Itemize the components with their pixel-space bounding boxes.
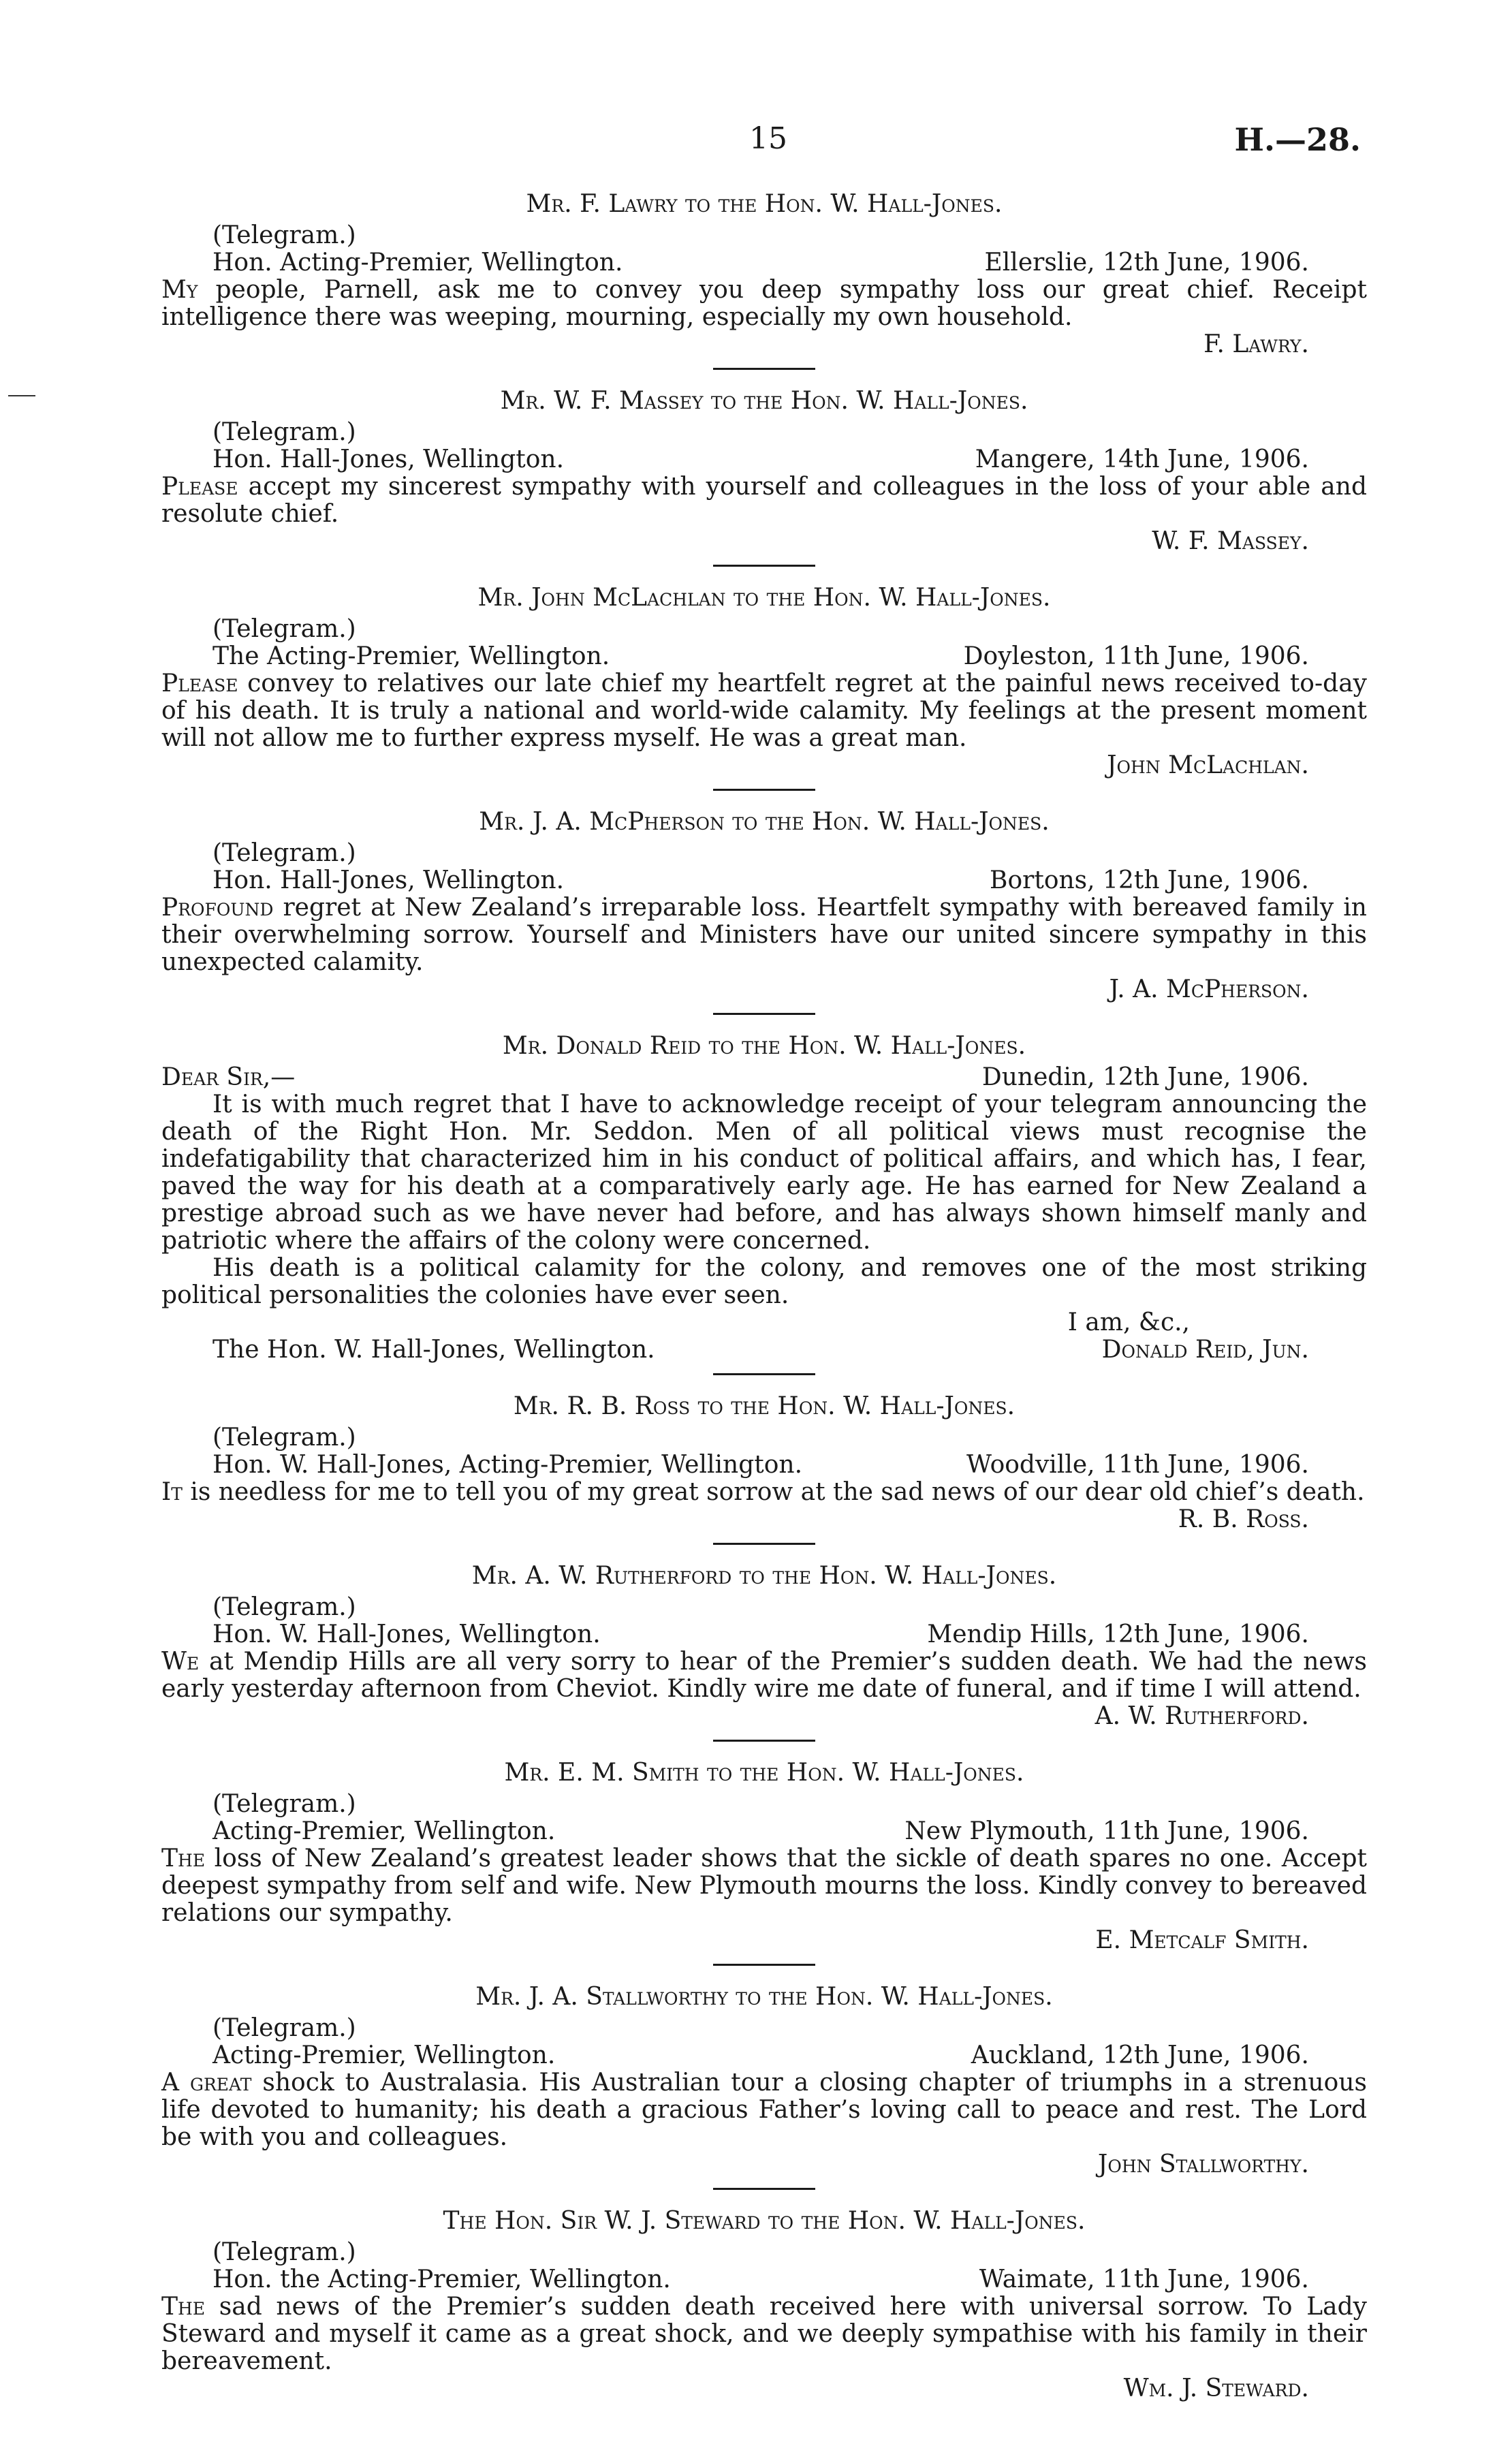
signature: John McLachlan. <box>1107 751 1309 779</box>
divider-rule <box>713 789 815 791</box>
addressee: Hon. Hall-Jones, Wellington. <box>212 445 565 473</box>
letter-title: Mr. J. A. Stallworthy to the Hon. W. Hall-Jones. <box>475 1983 1053 2011</box>
addressee-line <box>161 446 1367 473</box>
letter-body <box>161 277 1367 331</box>
body-text: people, Parnell, ask me to convey you deep sympathy loss our great chief. Receipt intelligence there was weeping, mourning, especially my own household. <box>161 276 1367 331</box>
signature: Wm. J. Steward. <box>1123 2374 1309 2402</box>
signature: W. F. Massey. <box>1152 527 1309 555</box>
signature: Donald Reid, Jun. <box>1101 1336 1309 1364</box>
body-lead: The <box>161 1845 206 1872</box>
addressee-line <box>161 249 1367 277</box>
divider-rule <box>713 1964 815 1966</box>
letter-title: The Hon. Sir W. J. Steward to the Hon. W. Hall-Jones. <box>443 2207 1086 2235</box>
place-date: Woodville, 11th June, 1906. <box>966 1451 1309 1479</box>
salutation-line <box>161 1064 1367 1091</box>
body-text: convey to relatives our late chief my heartfelt regret at the painful news received to-day of his death. It is truly a national and world-wide calamity. My feelings at the present moment will not allow me to further express myself. He was a great man. <box>161 670 1367 752</box>
letter-rutherford <box>161 1563 1367 1742</box>
addressee-line <box>161 1336 1367 1364</box>
letter-reid <box>161 1033 1367 1375</box>
addressee-line <box>161 2042 1367 2069</box>
telegram-label: (Telegram.) <box>212 1424 356 1452</box>
addressee: Hon. W. Hall-Jones, Wellington. <box>212 1620 601 1648</box>
telegram-label: (Telegram.) <box>212 2014 356 2042</box>
letter-title: Mr. J. A. McPherson to the Hon. W. Hall-Jones. <box>479 808 1050 836</box>
letter-title: Mr. Donald Reid to the Hon. W. Hall-Jones. <box>502 1032 1026 1060</box>
place-date: Dunedin, 12th June, 1906. <box>981 1063 1309 1091</box>
letter-title: Mr. R. B. Ross to the Hon. W. Hall-Jones. <box>513 1392 1015 1420</box>
place-date: Bortons, 12th June, 1906. <box>990 866 1309 894</box>
body-text: regret at New Zealand’s irreparable loss. Heartfelt sympathy with bereaved family in their overwhelming sorrow. Yourself and Ministers have our united sincere sympathy in this unexpected calamity. <box>161 894 1367 976</box>
salutation: Dear Sir,— <box>161 1063 296 1091</box>
divider-rule <box>713 565 815 567</box>
body-lead: A great <box>161 2069 252 2097</box>
place-date: Waimate, 11th June, 1906. <box>979 2265 1309 2293</box>
body-text: is needless for me to tell you of my great sorrow at the sad news of our dear old chief’s death. <box>190 1478 1365 1506</box>
divider-rule <box>713 1013 815 1015</box>
letter-title: Mr. F. Lawry to the Hon. W. Hall-Jones. <box>526 190 1003 218</box>
divider-rule <box>713 368 815 370</box>
letter-title: Mr. A. W. Rutherford to the Hon. W. Hall-Jones. <box>471 1562 1057 1590</box>
letter-mcpherson <box>161 809 1367 1015</box>
letter-ross <box>161 1393 1367 1545</box>
place-date: New Plymouth, 11th June, 1906. <box>904 1817 1309 1845</box>
telegram-label: (Telegram.) <box>212 418 356 446</box>
letter-body <box>161 2293 1367 2375</box>
addressee-line <box>161 2266 1367 2293</box>
signature: F. Lawry. <box>1203 330 1309 358</box>
page-number: 15 <box>749 121 787 156</box>
body-text: accept my sincerest sympathy with yourself and colleagues in the loss of your able and resolute chief. <box>161 473 1367 528</box>
divider-rule <box>713 2188 815 2190</box>
body-lead: My <box>161 276 198 304</box>
letter-steward <box>161 2208 1367 2402</box>
body-text: shock to Australasia. His Australian tour a closing chapter of triumphs in a strenuous life devoted to humanity; his death a gracious Father’s loving call to peace and rest. The Lord be with you and colleagues. <box>161 2069 1367 2151</box>
telegram-label: (Telegram.) <box>212 839 356 867</box>
body-text: loss of New Zealand’s greatest leader shows that the sickle of death spares no one. Accept deepest sympathy from self and wife. New Plymouth mourns the loss. Kindly convey to bereaved relations our sympathy. <box>161 1845 1367 1927</box>
body-lead: Please <box>161 473 238 501</box>
body-lead: It <box>161 1478 183 1506</box>
divider-rule <box>713 1373 815 1375</box>
telegram-label: (Telegram.) <box>212 2238 356 2266</box>
place-date: Ellerslie, 12th June, 1906. <box>984 249 1309 277</box>
letter-body <box>161 894 1367 976</box>
letter-paragraph: It is with much regret that I have to acknowledge receipt of your telegram announcing the death of the Right Hon. Mr. Seddon. Men of all political views must recognise the indefatigability that characterized him in his conduct of political affairs, and which has, I fear, paved the way for his death at a comparatively early age. He has earned for New Zealand a prestige abroad such as we have never had before, and has always shown himself manly and patriotic where the affairs of the colony were concerned. <box>161 1091 1367 1255</box>
signature: John Stallworthy. <box>1097 2150 1309 2178</box>
body-lead: Profound <box>161 894 274 922</box>
place-date: Mendip Hills, 12th June, 1906. <box>927 1620 1309 1648</box>
addressee: Hon. Acting-Premier, Wellington. <box>212 249 623 277</box>
telegram-label: (Telegram.) <box>212 615 356 643</box>
letter-title: Mr. John McLachlan to the Hon. W. Hall-Jones. <box>477 584 1051 612</box>
telegram-label: (Telegram.) <box>212 221 356 249</box>
margin-mark <box>8 395 35 396</box>
body-lead: The <box>161 2293 206 2321</box>
addressee-line <box>161 1621 1367 1648</box>
addressee-line <box>161 1452 1367 1479</box>
letter-massey <box>161 388 1367 567</box>
letter-title: Mr. W. F. Massey to the Hon. W. Hall-Jones. <box>500 387 1028 415</box>
place-date: Auckland, 12th June, 1906. <box>971 2041 1309 2069</box>
telegram-label: (Telegram.) <box>212 1593 356 1621</box>
letter-lawry <box>161 191 1367 370</box>
letters-column <box>161 191 1367 2402</box>
letter-body <box>161 473 1367 528</box>
divider-rule <box>713 1740 815 1742</box>
signature: J. A. McPherson. <box>1109 975 1309 1003</box>
addressee: The Acting-Premier, Wellington. <box>212 642 610 670</box>
letter-title: Mr. E. M. Smith to the Hon. W. Hall-Jones. <box>504 1759 1024 1787</box>
addressee-line <box>161 1818 1367 1845</box>
letter-paragraph: His death is a political calamity for the colony, and removes one of the most striking political personalities the colonies have ever seen. <box>161 1254 1367 1309</box>
letter-body <box>161 2069 1367 2151</box>
addressee: Hon. Hall-Jones, Wellington. <box>212 866 565 894</box>
body-text: at Mendip Hills are all very sorry to hear of the Premier’s sudden death. We had the news early yesterday afternoon from Cheviot. Kindly wire me date of funeral, and if time I will attend. <box>161 1648 1368 1703</box>
signature: E. Metcalf Smith. <box>1095 1926 1309 1954</box>
body-lead: We <box>161 1648 200 1676</box>
addressee-line <box>161 643 1367 670</box>
divider-rule <box>713 1543 815 1545</box>
closing: I am, &c., <box>1067 1308 1190 1336</box>
addressee: Acting-Premier, Wellington. <box>212 2041 556 2069</box>
body-text: sad news of the Premier’s sudden death received here with universal sorrow. To Lady Steward and myself it came as a great shock, and we deeply sympathise with his family in their bereavement. <box>161 2293 1367 2375</box>
signature: A. W. Rutherford. <box>1094 1702 1309 1730</box>
letter-body <box>161 670 1367 752</box>
addressee: Hon. the Acting-Premier, Wellington. <box>212 2265 671 2293</box>
addressee-line <box>161 867 1367 894</box>
place-date: Doyleston, 11th June, 1906. <box>963 642 1309 670</box>
place-date: Mangere, 14th June, 1906. <box>975 445 1309 473</box>
body-lead: Please <box>161 670 238 697</box>
telegram-label: (Telegram.) <box>212 1790 356 1818</box>
letter-mclachlan <box>161 584 1367 791</box>
letter-body <box>161 1845 1367 1927</box>
document-code: H.—28. <box>1234 121 1361 158</box>
addressee: Acting-Premier, Wellington. <box>212 1817 556 1845</box>
letter-smith <box>161 1759 1367 1966</box>
letter-body <box>161 1648 1367 1703</box>
letter-body <box>161 1479 1367 1506</box>
addressee: Hon. W. Hall-Jones, Acting-Premier, Wellington. <box>212 1451 803 1479</box>
letter-stallworthy <box>161 1984 1367 2190</box>
closing-line <box>161 1309 1367 1336</box>
addressee: The Hon. W. Hall-Jones, Wellington. <box>212 1336 655 1364</box>
signature: R. B. Ross. <box>1178 1505 1309 1533</box>
